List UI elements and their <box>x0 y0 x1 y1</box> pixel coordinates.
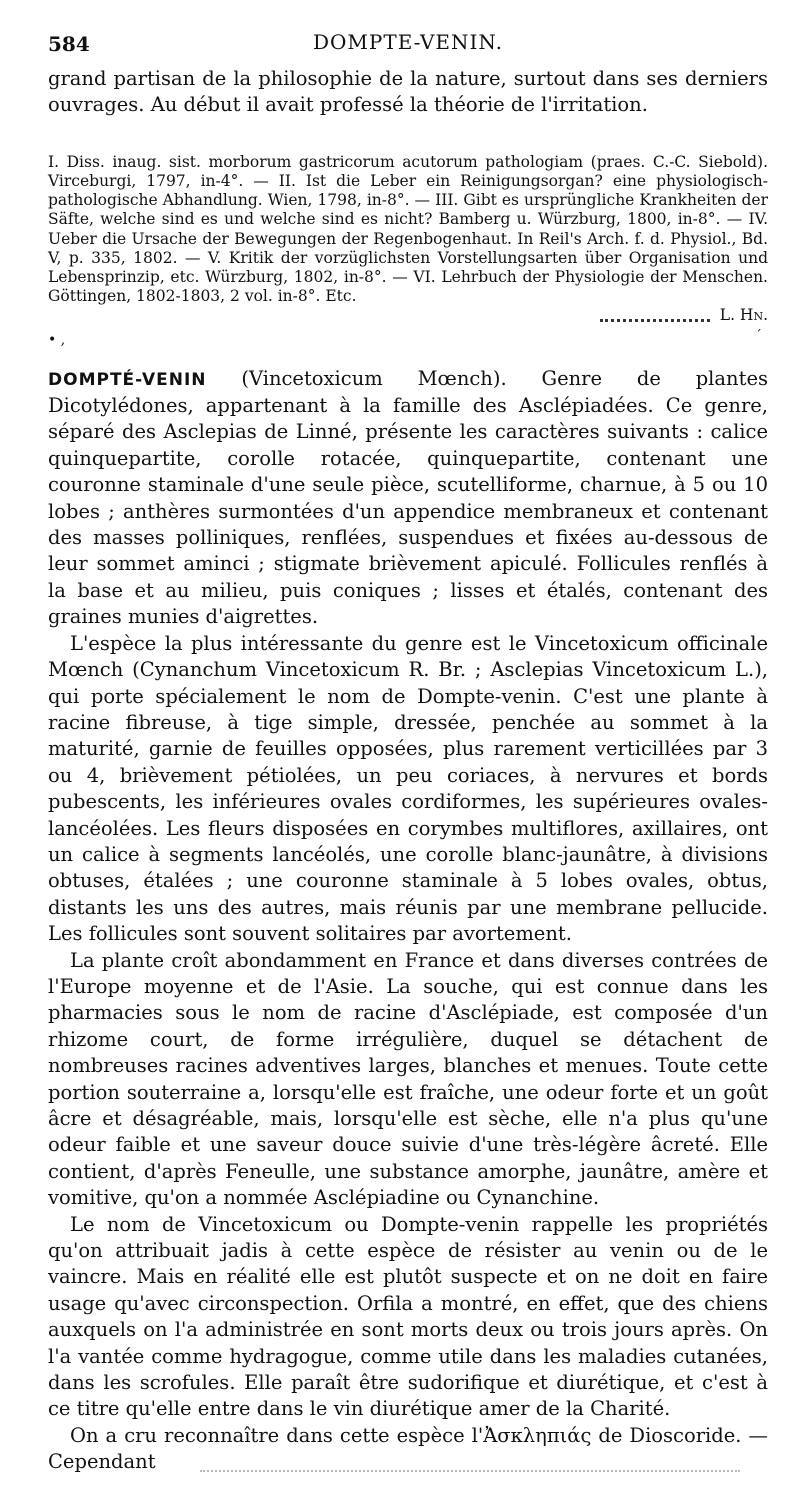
article-paragraph-5: On a cru reconnaître dans cette espèce l'Ἀσκληπιάς de Dioscoride. — Cependant <box>48 1423 768 1474</box>
page-number: 584 <box>48 32 90 56</box>
print-mark-right: ˊ <box>755 327 762 344</box>
article-paragraph-2: L'espèce la plus intéressante du genre est le Vincetoxicum officinale Mœnch (Cynanchum Vincetoxicum R. Br. ; Asclepias Vincetoxicum L.), qui porte spécialement le nom de Dompte-venin. C'est une plante à racine fibreuse, à tige simple, dressée, penchée au sommet à la maturité, garnie de feuilles opposées, plus rarement verticillées par 3 ou 4, brièvement pétiolées, un peu coriaces, à nervures et bords pubescents, les inférieures ovales cordiformes, les supérieures ovales-lancéolées. Les fleurs disposées en corymbes multiflores, axillaires, ont un calice à segments lancéolés, une corolle blanc-jaunâtre, à divisions obtuses, étalées ; une couronne staminale à 5 lobes ovales, obtus, distants les uns des autres, mais réunis par une membrane pellucide. Les follicules sont souvent solitaires par avortement. <box>48 631 768 946</box>
continuation-text: grand partisan de la philosophie de la nature, surtout dans ses derniers ouvrages. Au début il avait professé la théorie de l'irritation. <box>48 67 768 117</box>
signature-flourish <box>600 311 710 322</box>
article-entry <box>48 366 768 1476</box>
running-title: DOMPTE-VENIN. <box>312 30 503 54</box>
bibliography <box>48 153 768 326</box>
document-page <box>48 30 768 1476</box>
signature-text: L. Hn. <box>719 306 768 325</box>
bibliography-entry: I. Diss. inaug. sist. morborum gastricorum acutorum pathologiam (praes. C.-C. Siebold). Virceburgi, 1797, in-4°. — II. Ist die Leber ein Reinigungsorgan? eine physiologisch-pathologische Abhandlung. Wien, 1798, in-8°. — III. Gibt es ursprüngliche Krankheiten der Säfte, welche sind es und welche sind es nicht? Bamberg u. Würzburg, 1800, in-8°. — IV. Ueber die Ursache der Bewegungen der Regenbogenhaut. In Reil's Arch. f. d. Physiol., Bd. V, p. 335, 1802. — V. Kritik der vorzüglichsten Vorstellungsarten über Organisation und Lebensprinzip, etc. Würzburg, 1802, in-8°. — VI. Lehrbuch der Physiologie der Menschen. Göttingen, 1802-1803, 2 vol. in-8°. Etc. <box>48 152 768 306</box>
article-paragraph-3: La plante croît abondamment en France et dans diverses contrées de l'Europe moyenne et de l'Asie. La souche, qui est connue dans les pharmacies sous le nom de racine d'Asclépiade, est composée d'un rhizome court, de forme irrégulière, duquel se détachent de nombreuses racines adventives larges, blanches et menues. Toute cette portion souterraine a, lorsqu'elle est fraîche, une odeur forte et un goût âcre et désagréable, mais, lorsqu'elle est sèche, elle n'a plus qu'une odeur faible et une saveur douce suivie d'une très-légère âcreté. Elle contient, d'après Feneulle, une substance amorphe, jaunâtre, amère et vomitive, qu'on a nommée Asclépiadine ou Cynanchine. <box>48 948 768 1210</box>
article-paragraph-4: Le nom de Vincetoxicum ou Dompte-venin rappelle les propriétés qu'on attribuait jadis à cette espèce de résister au venin ou de le vaincre. Mais en réalité elle est plutôt suspecte et on ne doit en faire usage qu'avec circonspection. Orfila a montré, en effet, que des chiens auxquels on l'a administrée en sont morts deux ou trois jours après. On l'a vantée comme hydragogue, comme utile dans les maladies cutanées, dans les scrofules. Elle paraît être sudorifique et diurétique, et c'est à ce titre qu'elle entre dans le vin diurétique amer de la Charité. <box>48 1212 768 1421</box>
page-header <box>48 30 768 58</box>
article-paragraph-1 <box>48 366 768 631</box>
separator-marks <box>48 327 768 354</box>
author-signature <box>48 306 768 325</box>
bottom-scan-artifact <box>200 1466 740 1472</box>
paragraph-text: (Vincetoxicum Mœnch). Genre de plantes Dicotylédones, appartenant à la famille des Asclépiadées. Ce genre, séparé des Asclepias de Linné, présente les caractères suivants : calice quinquepartite, corolle rotacée, quinquepartite, contenant une couronne staminale d'une seule pièce, scutelliforme, charnue, à 5 ou 10 lobes ; anthères surmontées d'un appendice membraneux et contenant des masses polliniques, renflées, suspendues et fixées au-dessous de leur sommet aminci ; stigmate brièvement apiculé. Follicules renflés à la base et au milieu, puis coniques ; lisses et étalés, contenant des graines munies d'aigrettes. <box>48 366 768 629</box>
print-mark-left: • , <box>48 331 66 348</box>
article-headword: DOMPTÉ-VENIN <box>48 369 207 390</box>
